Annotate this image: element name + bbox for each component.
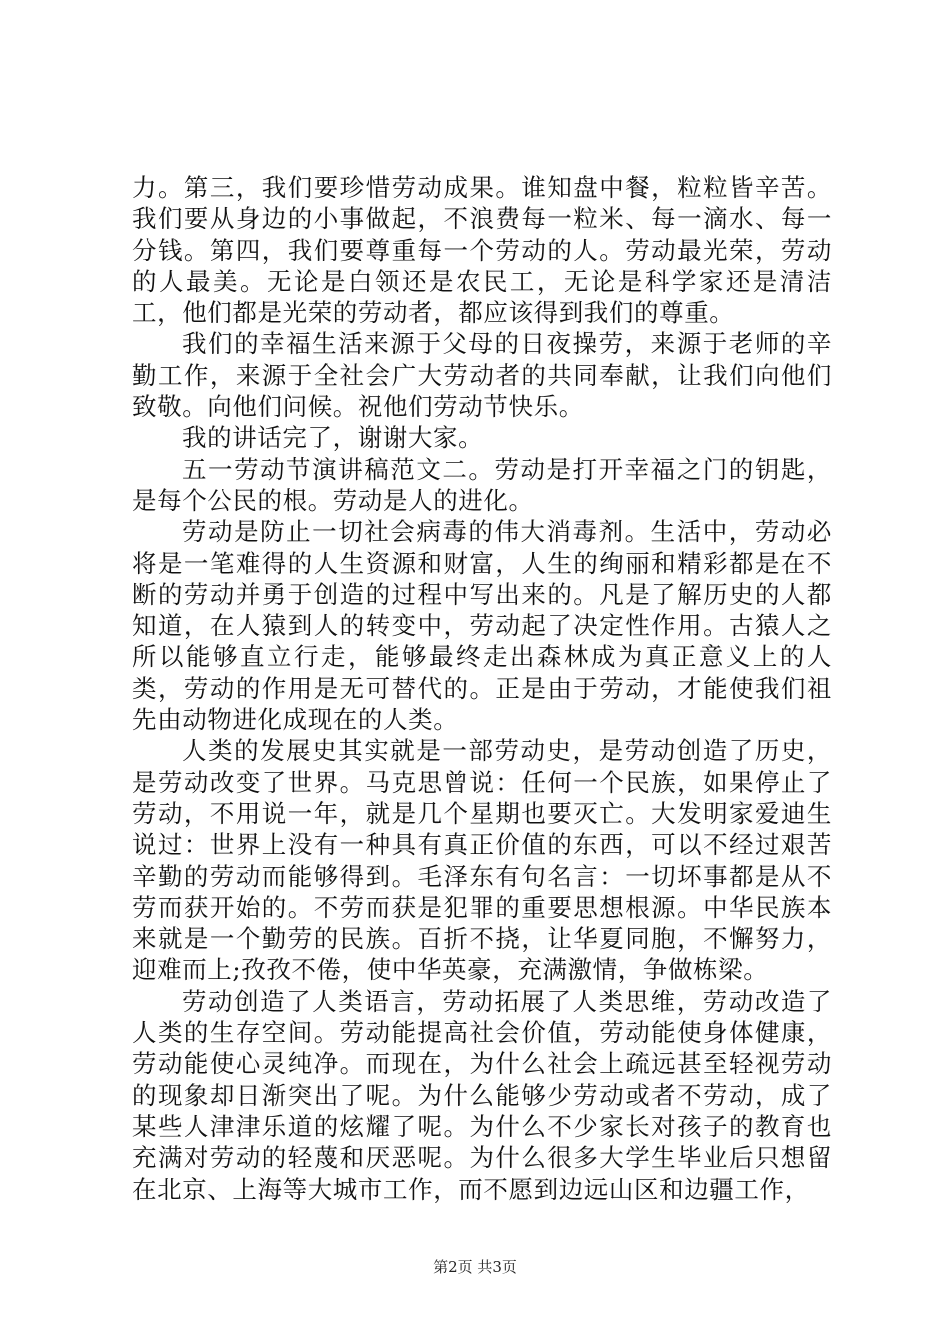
paragraph-6: 人类的发展史其实就是一部劳动史，是劳动创造了历史，是劳动改变了世界。马克思曾说：任何一个民族，如果停止了劳动，不用说一年，就是几个星期也要灭亡。大发明家爱迪生说过：世界上没有一种具有真正价值的东西，可以不经过艰苦辛勤的劳动而能够得到。毛泽东有句名言：一切坏事都是从不劳而获开始的。不劳而获是犯罪的重要思想根源。中华民族本来就是一个勤劳的民族。百折不挠，让华夏同胞，不懈努力，迎难而上;孜孜不倦，使中华英豪，充满激情，争做栋梁。 [132,736,832,985]
paragraph-2: 我们的幸福生活来源于父母的日夜操劳，来源于老师的辛勤工作，来源于全社会广大劳动者的共同奉献，让我们向他们致敬。向他们问候。祝他们劳动节快乐。 [132,329,832,422]
page-number-footer: 第2页 共3页 [433,1258,517,1276]
paragraph-3: 我的讲话完了，谢谢大家。 [182,423,484,453]
paragraph-4: 五一劳动节演讲稿范文二。劳动是打开幸福之门的钥匙，是每个公民的根。劳动是人的进化。 [132,454,832,515]
paragraph-5: 劳动是防止一切社会病毒的伟大消毒剂。生活中，劳动必将是一笔难得的人生资源和财富，人生的绚丽和精彩都是在不断的劳动并勇于创造的过程中写出来的。凡是了解历史的人都知道，在人猿到人的转变中，劳动起了决定性作用。古猿人之所以能够直立行走，能够最终走出森林成为真正意义上的人类，劳动的作用是无可替代的。正是由于劳动，才能使我们祖先由动物进化成现在的人类。 [132,517,832,735]
paragraph-1: 力。第三，我们要珍惜劳动成果。谁知盘中餐，粒粒皆辛苦。我们要从身边的小事做起，不浪费每一粒米、每一滴水、每一分钱。第四，我们要尊重每一个劳动的人。劳动最光荣，劳动的人最美。无论是白领还是农民工，无论是科学家还是清洁工，他们都是光荣的劳动者，都应该得到我们的尊重。 [132,173,832,328]
document-body [132,172,832,1205]
paragraph-7: 劳动创造了人类语言，劳动拓展了人类思维，劳动改造了人类的生存空间。劳动能提高社会价值，劳动能使身体健康，劳动能使心灵纯净。而现在，为什么社会上疏远甚至轻视劳动的现象却日渐突出了呢。为什么能够少劳动或者不劳动，成了某些人津津乐道的炫耀了呢。为什么不少家长对孩子的教育也充满对劳动的轻蔑和厌恶呢。为什么很多大学生毕业后只想留在北京、上海等大城市工作，而不愿到边远山区和边疆工作， [132,986,832,1204]
